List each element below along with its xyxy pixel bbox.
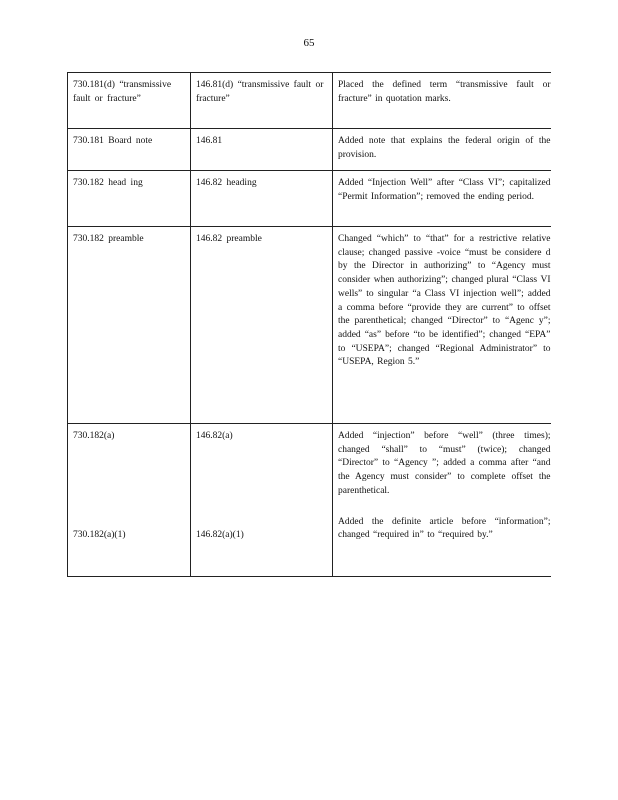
illinois-section-cell: 730.182 head ing	[68, 171, 191, 227]
table-row	[68, 424, 551, 577]
illinois-section-cell: 730.181(d) “transmissive fault or fracture”	[68, 73, 191, 129]
illinois-section-text: 730.182(a)	[73, 431, 115, 441]
illinois-section-cell: 730.181 Board note	[68, 129, 191, 171]
federal-section-cell: 146.81	[191, 129, 333, 171]
change-description-cell: Placed the defined term “transmissive fault or fracture” in quotation marks.	[333, 73, 551, 129]
federal-subsection-text: 146.82(a)(1)	[196, 529, 244, 540]
federal-section-cell: 146.82 heading	[191, 171, 333, 227]
change-description-cell	[333, 424, 551, 577]
subsection-change-description-text: Added the definite article before “information”; changed “required in” to “required by.”	[338, 516, 551, 541]
change-description-cell: Added “Injection Well” after “Class VI”; capitalized “Permit Information”; removed the ending period.	[333, 171, 551, 227]
federal-section-cell	[191, 424, 333, 577]
change-description-text: Added “injection” before “well” (three times); changed “shall” to “must” (twice); changed “Director” to “Agency ”; added a comma after “and the Agency must consider” to complete offset the parenthetical.	[338, 431, 551, 496]
federal-section-text: 146.82(a)	[196, 431, 233, 441]
illinois-section-cell	[68, 424, 191, 577]
table-row	[68, 129, 551, 171]
table-row	[68, 227, 551, 424]
table-row	[68, 73, 551, 129]
table-row	[68, 171, 551, 227]
illinois-section-cell: 730.182 preamble	[68, 227, 191, 424]
federal-section-cell: 146.82 preamble	[191, 227, 333, 424]
illinois-subsection-text: 730.182(a)(1)	[73, 529, 126, 540]
change-description-cell: Added note that explains the federal origin of the provision.	[333, 129, 551, 171]
change-description-cell: Changed “which” to “that” for a restrictive relative clause; changed passive -voice “must be considere d by the Director in authorizing” to “Agency must consider when authorizing”; changed plural “Class VI wells” to singular “a Class VI injection well”; added a comma before “provide they are current” to offset the parenthetical; changed “Director” to “Agenc y”; added “as” before “to be identified”; changed “EPA” to “USEPA”; changed “Regional Administrator” to “USEPA, Region 5.”	[333, 227, 551, 424]
comparison-table	[67, 72, 551, 577]
federal-section-cell: 146.81(d) “transmissive fault or fracture”	[191, 73, 333, 129]
page-number: 65	[303, 37, 315, 49]
